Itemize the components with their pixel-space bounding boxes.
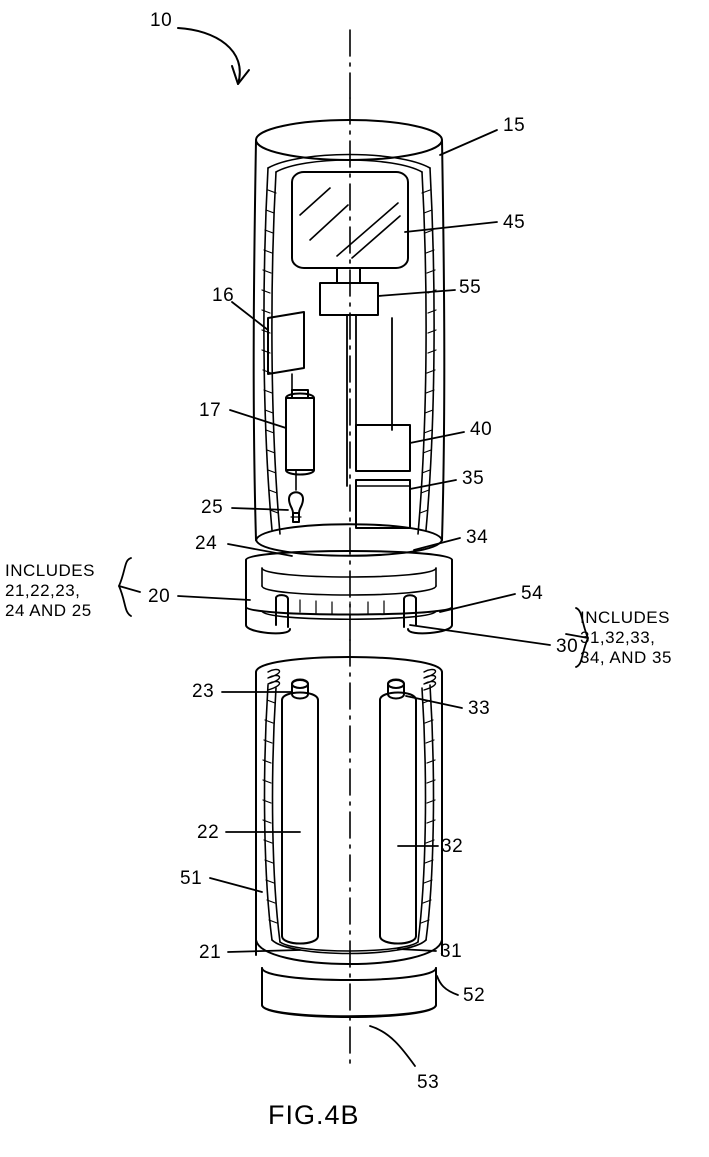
callout-17: 17 [199,400,222,421]
callout-23: 23 [192,681,215,702]
component-17 [286,374,314,475]
component-35 [356,480,410,528]
note-right-includes [580,608,672,668]
callout-21: 21 [199,942,222,963]
note-left-includes [5,561,95,621]
callout-45: 45 [503,212,526,233]
callout-33: 33 [468,698,491,719]
note-left-line-1: INCLUDES [5,561,95,580]
lower-housing [256,657,442,1017]
component-16 [268,312,304,374]
upper-liner [262,155,436,535]
callout-16: 16 [212,285,235,306]
callout-40: 40 [470,419,493,440]
callout-52: 52 [463,985,486,1006]
callout-15: 15 [503,115,526,136]
connector-collar [246,551,452,633]
callout-34: 34 [466,527,489,548]
callout-53: 53 [417,1072,440,1093]
component-55 [320,268,378,315]
figure-caption: FIG.4B [268,1100,360,1130]
internal-rails [347,315,392,486]
upper-housing [254,120,445,556]
note-right-line-1: INCLUDES [580,608,670,627]
callout-35: 35 [462,468,485,489]
note-right-line-2: 31,32,33, [580,628,656,647]
callout-20: 20 [148,586,171,607]
leader-10 [178,28,249,84]
battery-cell-right-32 [380,680,416,944]
battery-cell-left-22 [282,680,318,944]
callout-24: 24 [195,533,218,554]
note-right-line-3: 34, AND 35 [580,648,672,667]
callout-22: 22 [197,822,220,843]
component-25-lamp [289,470,303,522]
leader-lines [178,130,550,1066]
callout-54: 54 [521,583,544,604]
callout-55: 55 [459,277,482,298]
note-left-line-2: 21,22,23, [5,581,81,600]
brace-left [119,558,140,616]
callout-31: 31 [440,941,463,962]
lower-liner [263,685,435,954]
callout-32: 32 [441,836,464,857]
callout-10: 10 [150,10,173,31]
callout-51: 51 [180,868,203,889]
note-left-line-3: 24 AND 25 [5,601,92,620]
callout-25: 25 [201,497,224,518]
callout-30: 30 [556,636,579,657]
component-40 [356,425,410,471]
